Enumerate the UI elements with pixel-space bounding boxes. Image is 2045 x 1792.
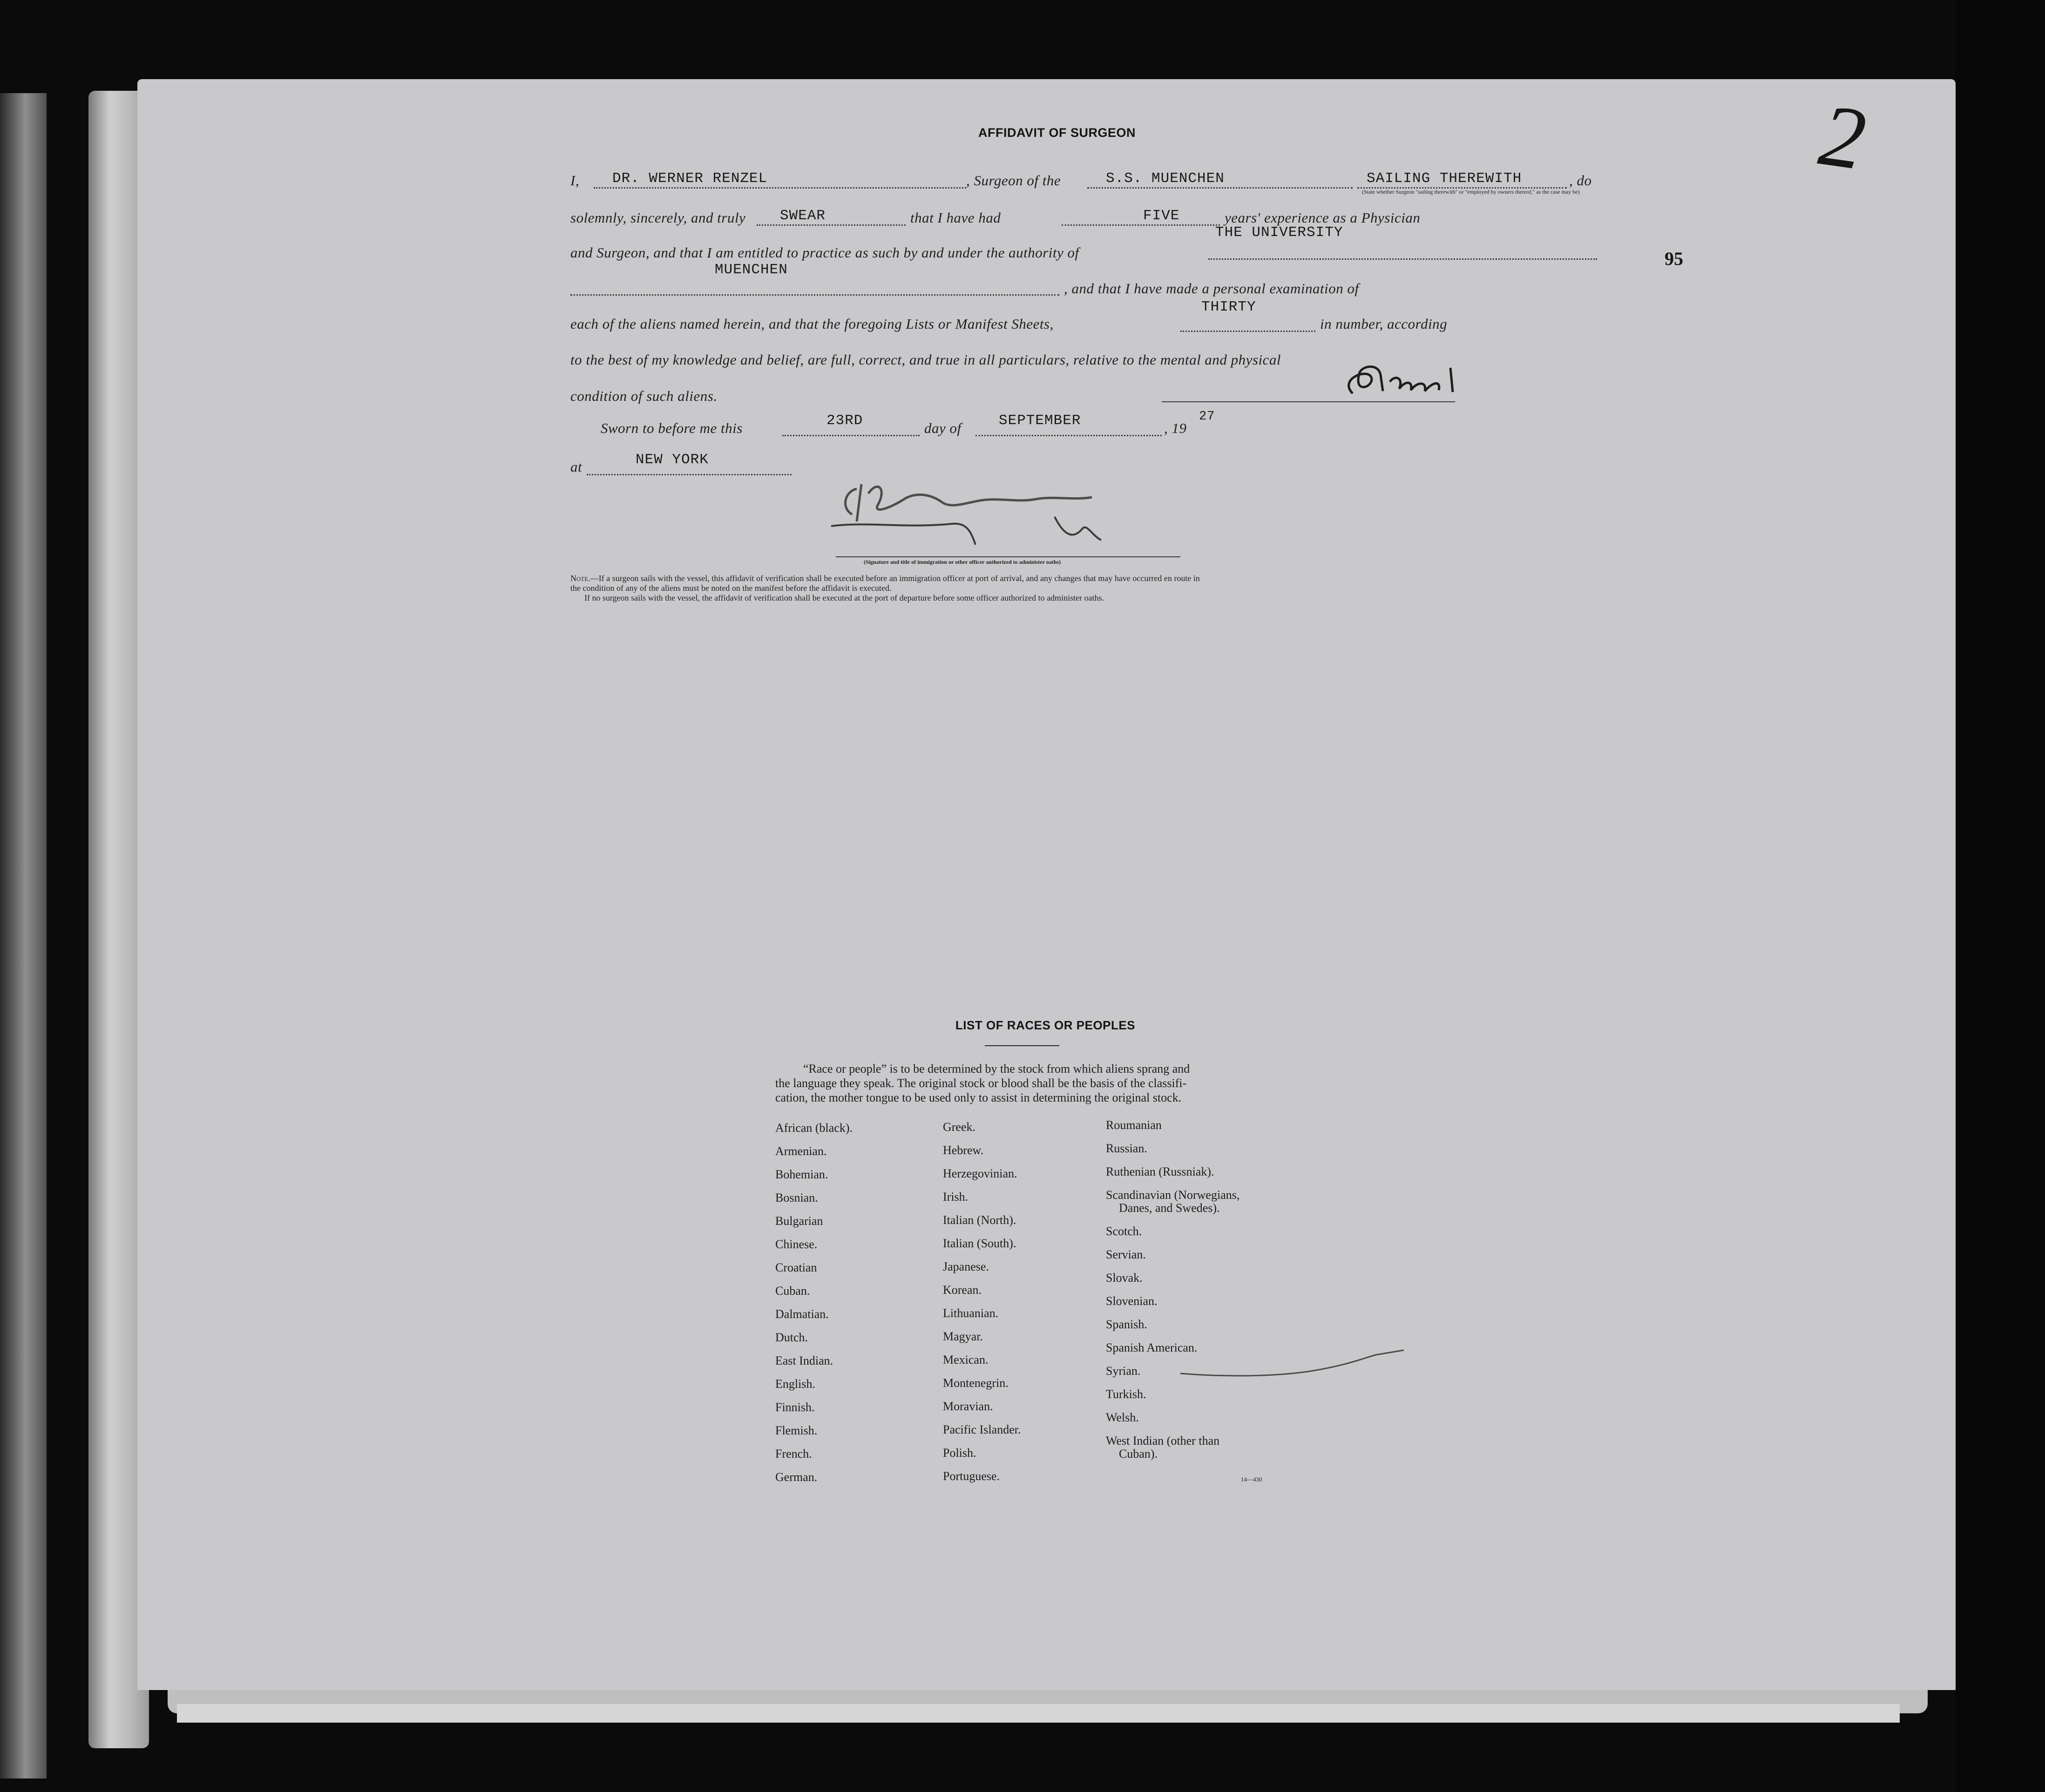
- authority-line2: [570, 294, 1059, 296]
- races-intro-1: “Race or people” is to be determined by the stock from which aliens sprang and: [803, 1062, 1190, 1075]
- years-experience: FIVE: [1143, 208, 1180, 224]
- authority-name-1: THE UNIVERSITY: [1215, 224, 1343, 241]
- race-item: Irish.: [943, 1190, 968, 1204]
- race-item: Bohemian.: [775, 1168, 828, 1181]
- race-item: African (black).: [775, 1121, 853, 1135]
- race-item: Montenegrin.: [943, 1376, 1009, 1390]
- affidavit-line2-start: solemnly, sincerely, and truly: [570, 210, 746, 226]
- sworn-day-of: day of: [924, 420, 962, 436]
- affidavit-do: , do: [1569, 172, 1592, 189]
- officer-signature: [813, 470, 1166, 563]
- race-item: Russian.: [1106, 1142, 1147, 1155]
- race-item: West Indian (other than: [1106, 1434, 1220, 1447]
- race-item: Lithuanian.: [943, 1306, 999, 1320]
- affidavit-line4: , and that I have made a personal examination of: [1064, 280, 1359, 297]
- race-item: Dalmatian.: [775, 1307, 829, 1321]
- sworn-month: SEPTEMBER: [999, 412, 1081, 429]
- race-item: Dutch.: [775, 1331, 808, 1344]
- race-item: Magyar.: [943, 1330, 983, 1343]
- affidavit-title: AFFIDAVIT OF SURGEON: [978, 126, 1136, 140]
- handwritten-corner-mark: 2: [1814, 86, 1872, 189]
- race-item: Greek.: [943, 1120, 976, 1134]
- race-item: Cuban.: [775, 1284, 810, 1298]
- sworn-day-line: [782, 435, 920, 436]
- races-intro: [775, 1062, 1474, 1105]
- race-item: Roumanian: [1106, 1118, 1162, 1132]
- background-dark-margin: [1956, 0, 2045, 1792]
- sailing-status: SAILING THEREWITH: [1367, 170, 1522, 187]
- affidavit-surgeon-of: , Surgeon of the: [966, 172, 1061, 189]
- vessel-line: [1087, 187, 1353, 189]
- form-number: 14—430: [1241, 1476, 1262, 1483]
- race-item: Armenian.: [775, 1144, 827, 1158]
- races-title-rule: [985, 1045, 1059, 1046]
- affidavit-i: I,: [570, 172, 580, 189]
- affidavit-line3: and Surgeon, and that I am entitled to practice as such by and under the authority of: [570, 244, 1079, 261]
- race-item: Finnish.: [775, 1400, 815, 1414]
- race-item: Pacific Islander.: [943, 1423, 1021, 1436]
- race-item: East Indian.: [775, 1354, 833, 1367]
- race-item: Japanese.: [943, 1260, 989, 1273]
- authority-line1: [1208, 258, 1597, 260]
- note-label: Note.: [570, 574, 590, 583]
- note-text-1: —If a surgeon sails with the vessel, this affidavit of verification shall be executed before an immigration officer at port of arrival, and any changes that may have occurred en route in: [590, 574, 1200, 583]
- race-item: Hebrew.: [943, 1143, 984, 1157]
- affidavit-note: [570, 574, 1604, 603]
- race-item: Chinese.: [775, 1237, 818, 1251]
- race-item: French.: [775, 1447, 812, 1461]
- page-number: 95: [1665, 248, 1683, 269]
- affidavit-line6: to the best of my knowledge and belief, are full, correct, and true in all particulars, relative to the mental and physical: [570, 352, 1281, 368]
- race-item: Flemish.: [775, 1424, 818, 1437]
- races-intro-3: cation, the mother tongue to be used only to assist in determining the original stock.: [775, 1091, 1182, 1104]
- affidavit-line5-end: in number, according: [1320, 316, 1448, 332]
- sworn-year: 27: [1199, 410, 1215, 424]
- races-column-3: [1106, 1118, 1311, 1470]
- sheets-line: [1180, 331, 1315, 332]
- page-stack-edge-lower: [177, 1704, 1900, 1723]
- note-text-3: If no surgeon sails with the vessel, the affidavit of verification shall be executed at the port of departure before some officer authorized to administer oaths.: [584, 593, 1104, 602]
- race-item: English.: [775, 1377, 815, 1391]
- officer-caption: (Signature and title of immigration or other officer authorized to administer oaths): [864, 559, 1061, 565]
- race-item: Italian (South).: [943, 1237, 1016, 1250]
- race-item: Mexican.: [943, 1353, 989, 1366]
- affidavit-line5-start: each of the aliens named herein, and that the foregoing Lists or Manifest Sheets,: [570, 316, 1054, 332]
- document-page: [137, 79, 1956, 1690]
- race-item: Italian (North).: [943, 1213, 1016, 1227]
- affidavit-line7: condition of such aliens.: [570, 388, 718, 404]
- races-column-2: [943, 1120, 1101, 1493]
- race-item: Portuguese.: [943, 1469, 1000, 1483]
- surgeon-name-line: [594, 187, 966, 189]
- sworn-day: 23RD: [826, 412, 863, 429]
- race-item: Scandinavian (Norwegians,: [1106, 1188, 1240, 1202]
- sworn-place-line: [587, 474, 792, 475]
- race-item: Turkish.: [1106, 1387, 1146, 1401]
- races-column-1: [775, 1121, 929, 1494]
- sheets-count: THIRTY: [1201, 299, 1256, 315]
- oath-line: [757, 224, 906, 226]
- years-line: [1062, 224, 1220, 226]
- races-intro-2: the language they speak. The original stock or blood shall be the basis of the classifi-: [775, 1076, 1187, 1090]
- race-item: Bulgarian: [775, 1214, 823, 1228]
- race-item: Welsh.: [1106, 1411, 1139, 1424]
- surgeon-signature-line: [1162, 401, 1455, 402]
- race-item: Spanish American.: [1106, 1341, 1198, 1354]
- sworn-month-line: [975, 435, 1162, 436]
- race-item: German.: [775, 1470, 818, 1484]
- sworn-year-prefix: , 19: [1164, 420, 1187, 436]
- oath-word: SWEAR: [780, 208, 826, 224]
- race-item: Danes, and Swedes).: [1119, 1201, 1220, 1215]
- adjacent-page-edge: [0, 93, 47, 1778]
- at-label: at: [570, 459, 582, 475]
- surgeon-signature: [1199, 354, 1478, 405]
- race-item: Servian.: [1106, 1248, 1146, 1261]
- race-item: Ruthenian (Russniak).: [1106, 1165, 1214, 1178]
- race-item: Korean.: [943, 1283, 982, 1297]
- sailing-note: (State whether Surgeon "sailing therewith" or "employed by owners thereof," as the case may be): [1362, 189, 1580, 195]
- race-item: Scotch.: [1106, 1224, 1142, 1238]
- affidavit-line2-end: years' experience as a Physician: [1225, 210, 1421, 226]
- surgeon-name: DR. WERNER RENZEL: [612, 170, 768, 187]
- officer-signature-line: [836, 556, 1180, 557]
- races-title: LIST OF RACES OR PEOPLES: [955, 1018, 1136, 1032]
- race-item: Slovenian.: [1106, 1294, 1158, 1308]
- race-item: Polish.: [943, 1446, 976, 1460]
- race-item: Bosnian.: [775, 1191, 818, 1204]
- race-item: Syrian.: [1106, 1364, 1141, 1378]
- sworn-place: NEW YORK: [636, 452, 709, 468]
- sworn-prefix: Sworn to before me this: [601, 420, 743, 436]
- pen-stroke-mark: [1171, 1346, 1413, 1401]
- vessel-name: S.S. MUENCHEN: [1106, 170, 1225, 187]
- authority-name-2: MUENCHEN: [715, 262, 788, 278]
- race-item: Cuban).: [1119, 1447, 1158, 1461]
- race-item: Croatian: [775, 1261, 817, 1274]
- race-item: Spanish.: [1106, 1318, 1147, 1331]
- affidavit-line2-mid: that I have had: [910, 210, 1001, 226]
- race-item: Slovak.: [1106, 1271, 1143, 1285]
- race-item: Moravian.: [943, 1400, 993, 1413]
- race-item: Herzegovinian.: [943, 1167, 1017, 1180]
- note-text-2: the condition of any of the aliens must be noted on the manifest before the affidavit is executed.: [570, 583, 892, 593]
